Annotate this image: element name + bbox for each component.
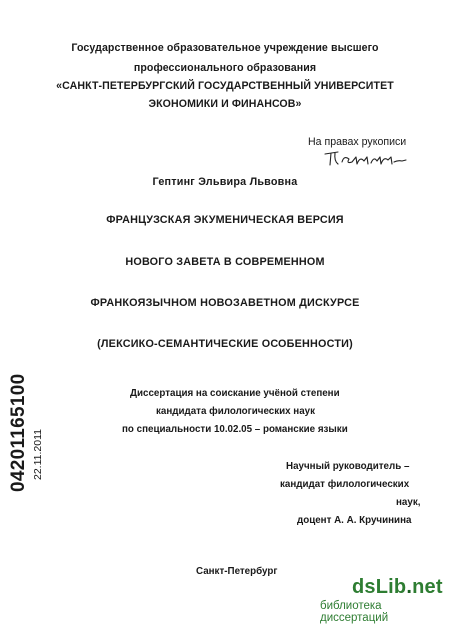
degree-line-2: кандидата филологических наук xyxy=(156,406,316,417)
watermark-logo-tld: net xyxy=(412,576,443,598)
author-name: Гептинг Эльвира Львовна xyxy=(152,176,298,188)
watermark-logo-dot: . xyxy=(406,576,413,598)
supervisor-line-3: наук, xyxy=(396,497,421,508)
supervisor-line-4: доцент А. А. Кручинина xyxy=(297,515,412,526)
library-stamp xyxy=(8,362,48,492)
degree-line-1: Диссертация на соискание учёной степени xyxy=(130,388,340,399)
institution-line-1: Государственное образовательное учреждение высшего xyxy=(71,42,379,54)
watermark-subtitle: библиотека диссертаций xyxy=(320,600,389,624)
dissertation-title-line-4: (ЛЕКСИКО-СЕМАНТИЧЕСКИЕ ОСОБЕННОСТИ) xyxy=(97,338,353,350)
handwritten-signature xyxy=(322,147,408,169)
city-name: Санкт-Петербург xyxy=(196,566,278,577)
manuscript-note: На правах рукописи xyxy=(308,136,407,148)
institution-line-2: профессионального образования xyxy=(133,62,317,74)
dissertation-title-line-3: ФРАНКОЯЗЫЧНОМ НОВОЗАВЕТНОМ ДИСКУРСЕ xyxy=(90,297,360,309)
dissertation-title-line-2: НОВОГО ЗАВЕТА В СОВРЕМЕННОМ xyxy=(125,256,325,268)
supervisor-line-1: Научный руководитель – xyxy=(286,461,410,472)
stamp-number: 04201165100 xyxy=(8,373,29,492)
degree-line-3: по специальности 10.02.05 – романские языки xyxy=(122,424,348,435)
institution-line-4: ЭКОНОМИКИ И ФИНАНСОВ» xyxy=(148,98,302,110)
stamp-date: 22.11.2011 xyxy=(32,429,44,480)
watermark-logo-main: dsLib xyxy=(352,576,407,598)
institution-line-3: «САНКТ-ПЕТЕРБУРГСКИЙ ГОСУДАРСТВЕННЫЙ УНИВЕРСИТЕТ xyxy=(56,80,394,92)
supervisor-line-2: кандидат филологических xyxy=(280,479,410,490)
dslib-watermark-logo[interactable] xyxy=(352,576,443,599)
dissertation-title-line-1: ФРАНЦУЗСКАЯ ЭКУМЕНИЧЕСКАЯ ВЕРСИЯ xyxy=(106,214,344,226)
